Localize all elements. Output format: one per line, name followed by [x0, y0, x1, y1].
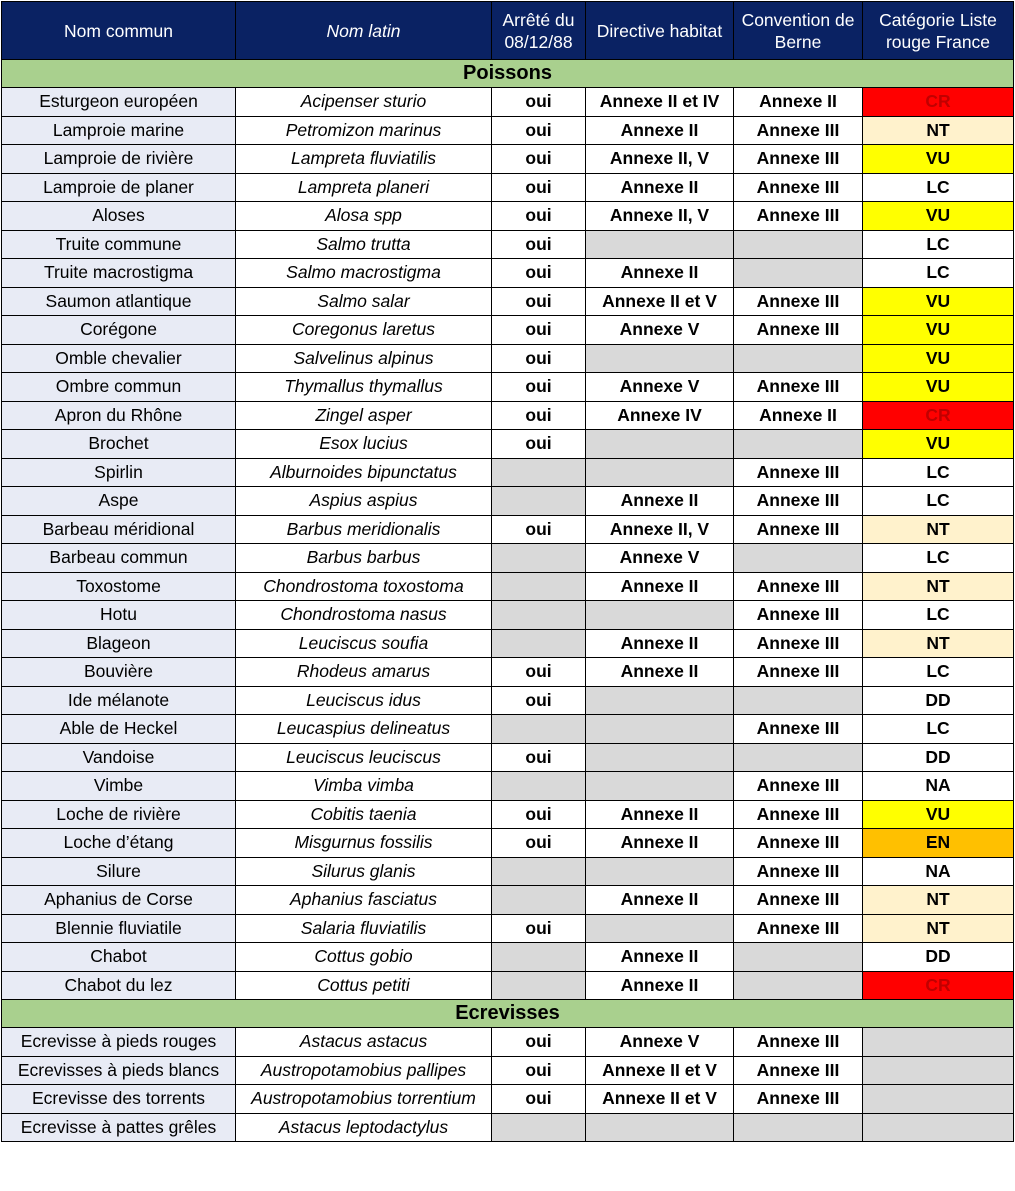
cell-directive-habitat: Annexe V [586, 1028, 734, 1057]
cell-directive-habitat: Annexe V [586, 316, 734, 345]
table-row [2, 1028, 1014, 1057]
cell-directive-habitat [586, 230, 734, 259]
table-row [2, 715, 1014, 744]
cell-liste-rouge: NA [863, 857, 1014, 886]
cell-nom-commun: Barbeau commun [2, 544, 236, 573]
section-row [2, 1000, 1014, 1028]
table-row [2, 316, 1014, 345]
cell-arrete [492, 943, 586, 972]
cell-nom-commun: Ecrevisse à pieds rouges [2, 1028, 236, 1057]
cell-convention-berne: Annexe III [734, 601, 863, 630]
header-liste-rouge: Catégorie Liste rouge France [863, 2, 1014, 60]
header-row [2, 2, 1014, 60]
cell-convention-berne: Annexe III [734, 373, 863, 402]
table-row [2, 287, 1014, 316]
cell-directive-habitat: Annexe II [586, 943, 734, 972]
cell-nom-commun: Able de Heckel [2, 715, 236, 744]
cell-nom-commun: Lamproie marine [2, 116, 236, 145]
cell-liste-rouge: EN [863, 829, 1014, 858]
cell-directive-habitat [586, 857, 734, 886]
table-row [2, 800, 1014, 829]
cell-nom-commun: Corégone [2, 316, 236, 345]
cell-directive-habitat: Annexe II [586, 971, 734, 1000]
cell-arrete [492, 629, 586, 658]
table-row [2, 230, 1014, 259]
cell-liste-rouge: VU [863, 800, 1014, 829]
cell-directive-habitat: Annexe II [586, 173, 734, 202]
cell-nom-latin: Salmo macrostigma [236, 259, 492, 288]
cell-liste-rouge: VU [863, 202, 1014, 231]
cell-nom-latin: Alburnoides bipunctatus [236, 458, 492, 487]
table-row [2, 202, 1014, 231]
cell-nom-latin: Aphanius fasciatus [236, 886, 492, 915]
table-row [2, 145, 1014, 174]
table-row [2, 601, 1014, 630]
cell-nom-commun: Esturgeon européen [2, 88, 236, 117]
cell-nom-commun: Blageon [2, 629, 236, 658]
cell-liste-rouge: LC [863, 487, 1014, 516]
cell-arrete: oui [492, 430, 586, 459]
cell-nom-latin: Alosa spp [236, 202, 492, 231]
cell-nom-latin: Astacus leptodactylus [236, 1113, 492, 1142]
cell-nom-commun: Barbeau méridional [2, 515, 236, 544]
cell-arrete: oui [492, 145, 586, 174]
cell-convention-berne: Annexe III [734, 857, 863, 886]
cell-arrete: oui [492, 287, 586, 316]
cell-directive-habitat [586, 772, 734, 801]
cell-nom-commun: Vandoise [2, 743, 236, 772]
cell-nom-latin: Leuciscus leuciscus [236, 743, 492, 772]
cell-liste-rouge: VU [863, 373, 1014, 402]
table-row [2, 686, 1014, 715]
table-row [2, 487, 1014, 516]
cell-convention-berne [734, 1113, 863, 1142]
cell-liste-rouge: VU [863, 344, 1014, 373]
cell-convention-berne: Annexe III [734, 1028, 863, 1057]
cell-convention-berne: Annexe III [734, 715, 863, 744]
cell-liste-rouge: LC [863, 230, 1014, 259]
cell-liste-rouge: LC [863, 259, 1014, 288]
cell-nom-latin: Leuciscus idus [236, 686, 492, 715]
cell-liste-rouge: NT [863, 886, 1014, 915]
cell-arrete: oui [492, 202, 586, 231]
cell-directive-habitat: Annexe II, V [586, 515, 734, 544]
cell-convention-berne [734, 544, 863, 573]
cell-nom-latin: Barbus barbus [236, 544, 492, 573]
cell-liste-rouge: NT [863, 914, 1014, 943]
cell-directive-habitat [586, 914, 734, 943]
table-row [2, 1113, 1014, 1142]
cell-liste-rouge: NA [863, 772, 1014, 801]
cell-nom-latin: Astacus astacus [236, 1028, 492, 1057]
cell-nom-commun: Aspe [2, 487, 236, 516]
table-row [2, 886, 1014, 915]
table-row [2, 373, 1014, 402]
cell-arrete: oui [492, 1056, 586, 1085]
cell-nom-latin: Misgurnus fossilis [236, 829, 492, 858]
table-row [2, 344, 1014, 373]
cell-nom-commun: Omble chevalier [2, 344, 236, 373]
cell-nom-commun: Truite macrostigma [2, 259, 236, 288]
cell-nom-commun: Apron du Rhône [2, 401, 236, 430]
cell-liste-rouge [863, 1056, 1014, 1085]
table-row [2, 971, 1014, 1000]
table-row [2, 914, 1014, 943]
cell-directive-habitat: Annexe II et V [586, 287, 734, 316]
table-row [2, 772, 1014, 801]
cell-convention-berne: Annexe III [734, 116, 863, 145]
cell-nom-latin: Chondrostoma nasus [236, 601, 492, 630]
cell-arrete [492, 487, 586, 516]
cell-nom-latin: Austropotamobius pallipes [236, 1056, 492, 1085]
cell-directive-habitat [586, 715, 734, 744]
cell-nom-latin: Leucaspius delineatus [236, 715, 492, 744]
cell-nom-latin: Petromizon marinus [236, 116, 492, 145]
cell-directive-habitat: Annexe II [586, 572, 734, 601]
table-row [2, 116, 1014, 145]
cell-arrete: oui [492, 829, 586, 858]
cell-liste-rouge: NT [863, 629, 1014, 658]
cell-arrete: oui [492, 515, 586, 544]
header-nom-latin: Nom latin [236, 2, 492, 60]
cell-liste-rouge: NT [863, 572, 1014, 601]
cell-convention-berne: Annexe III [734, 458, 863, 487]
cell-liste-rouge: VU [863, 430, 1014, 459]
cell-arrete [492, 971, 586, 1000]
cell-arrete: oui [492, 316, 586, 345]
cell-nom-latin: Thymallus thymallus [236, 373, 492, 402]
cell-convention-berne: Annexe III [734, 629, 863, 658]
cell-liste-rouge: CR [863, 88, 1014, 117]
cell-nom-latin: Acipenser sturio [236, 88, 492, 117]
cell-convention-berne [734, 430, 863, 459]
cell-arrete [492, 1113, 586, 1142]
cell-nom-commun: Chabot [2, 943, 236, 972]
cell-nom-commun: Saumon atlantique [2, 287, 236, 316]
cell-arrete: oui [492, 344, 586, 373]
cell-arrete [492, 458, 586, 487]
cell-liste-rouge: NT [863, 116, 1014, 145]
cell-arrete: oui [492, 658, 586, 687]
cell-nom-commun: Ombre commun [2, 373, 236, 402]
header-convention-berne: Convention de Berne [734, 2, 863, 60]
cell-nom-commun: Spirlin [2, 458, 236, 487]
cell-directive-habitat [586, 686, 734, 715]
cell-directive-habitat [586, 601, 734, 630]
section-row [2, 60, 1014, 88]
cell-nom-commun: Hotu [2, 601, 236, 630]
cell-nom-latin: Cottus gobio [236, 943, 492, 972]
table-row [2, 629, 1014, 658]
cell-nom-commun: Loche d’étang [2, 829, 236, 858]
cell-convention-berne: Annexe III [734, 1085, 863, 1114]
cell-nom-latin: Austropotamobius torrentium [236, 1085, 492, 1114]
cell-convention-berne [734, 230, 863, 259]
cell-convention-berne: Annexe III [734, 1056, 863, 1085]
cell-nom-latin: Cobitis taenia [236, 800, 492, 829]
cell-convention-berne: Annexe III [734, 658, 863, 687]
cell-directive-habitat [586, 458, 734, 487]
cell-convention-berne: Annexe III [734, 829, 863, 858]
cell-arrete [492, 572, 586, 601]
species-protection-table [1, 1, 1014, 1142]
table-row [2, 1056, 1014, 1085]
cell-liste-rouge [863, 1028, 1014, 1057]
table-row [2, 401, 1014, 430]
cell-nom-commun: Blennie fluviatile [2, 914, 236, 943]
table-row [2, 430, 1014, 459]
cell-arrete: oui [492, 1028, 586, 1057]
cell-liste-rouge: CR [863, 401, 1014, 430]
table-row [2, 458, 1014, 487]
table-row [2, 259, 1014, 288]
table-row [2, 544, 1014, 573]
cell-nom-commun: Truite commune [2, 230, 236, 259]
cell-nom-commun: Ecrevisse des torrents [2, 1085, 236, 1114]
cell-directive-habitat: Annexe V [586, 373, 734, 402]
cell-nom-latin: Aspius aspius [236, 487, 492, 516]
cell-nom-commun: Silure [2, 857, 236, 886]
table-row [2, 572, 1014, 601]
header-directive-habitat: Directive habitat [586, 2, 734, 60]
cell-convention-berne [734, 686, 863, 715]
table-row [2, 743, 1014, 772]
cell-nom-commun: Bouvière [2, 658, 236, 687]
cell-convention-berne: Annexe III [734, 487, 863, 516]
cell-arrete: oui [492, 1085, 586, 1114]
cell-convention-berne: Annexe III [734, 515, 863, 544]
cell-convention-berne: Annexe III [734, 914, 863, 943]
cell-nom-latin: Salmo trutta [236, 230, 492, 259]
cell-convention-berne: Annexe III [734, 316, 863, 345]
cell-directive-habitat: Annexe II et V [586, 1056, 734, 1085]
cell-directive-habitat: Annexe II [586, 829, 734, 858]
cell-arrete [492, 544, 586, 573]
cell-nom-commun: Aphanius de Corse [2, 886, 236, 915]
cell-nom-commun: Lamproie de planer [2, 173, 236, 202]
cell-arrete: oui [492, 373, 586, 402]
cell-liste-rouge: NT [863, 515, 1014, 544]
cell-nom-commun: Toxostome [2, 572, 236, 601]
cell-liste-rouge: DD [863, 743, 1014, 772]
table-body [2, 60, 1014, 1142]
cell-directive-habitat: Annexe II [586, 886, 734, 915]
cell-nom-latin: Cottus petiti [236, 971, 492, 1000]
header-arrete: Arrêté du 08/12/88 [492, 2, 586, 60]
cell-directive-habitat: Annexe V [586, 544, 734, 573]
cell-nom-commun: Brochet [2, 430, 236, 459]
cell-arrete [492, 857, 586, 886]
cell-arrete [492, 886, 586, 915]
section-title: Ecrevisses [2, 1000, 1014, 1028]
cell-nom-commun: Ecrevisse à pattes grêles [2, 1113, 236, 1142]
cell-convention-berne: Annexe III [734, 886, 863, 915]
cell-directive-habitat: Annexe II [586, 658, 734, 687]
cell-convention-berne [734, 943, 863, 972]
cell-nom-latin: Silurus glanis [236, 857, 492, 886]
cell-nom-commun: Lamproie de rivière [2, 145, 236, 174]
cell-nom-commun: Vimbe [2, 772, 236, 801]
cell-liste-rouge: LC [863, 715, 1014, 744]
cell-convention-berne: Annexe III [734, 772, 863, 801]
cell-liste-rouge: VU [863, 316, 1014, 345]
cell-arrete [492, 772, 586, 801]
cell-directive-habitat [586, 344, 734, 373]
cell-arrete [492, 601, 586, 630]
cell-nom-latin: Salvelinus alpinus [236, 344, 492, 373]
cell-directive-habitat [586, 1113, 734, 1142]
cell-directive-habitat: Annexe II [586, 259, 734, 288]
cell-directive-habitat: Annexe II [586, 487, 734, 516]
cell-nom-latin: Salaria fluviatilis [236, 914, 492, 943]
cell-nom-latin: Zingel asper [236, 401, 492, 430]
cell-liste-rouge: LC [863, 173, 1014, 202]
cell-convention-berne: Annexe III [734, 800, 863, 829]
table-row [2, 829, 1014, 858]
cell-directive-habitat: Annexe II et V [586, 1085, 734, 1114]
cell-directive-habitat: Annexe II, V [586, 202, 734, 231]
cell-liste-rouge: VU [863, 145, 1014, 174]
cell-liste-rouge [863, 1085, 1014, 1114]
cell-nom-latin: Barbus meridionalis [236, 515, 492, 544]
table-row [2, 88, 1014, 117]
cell-liste-rouge: LC [863, 458, 1014, 487]
cell-directive-habitat [586, 430, 734, 459]
section-title: Poissons [2, 60, 1014, 88]
table-row [2, 1085, 1014, 1114]
table-row [2, 857, 1014, 886]
cell-convention-berne: Annexe III [734, 145, 863, 174]
cell-arrete: oui [492, 800, 586, 829]
cell-arrete: oui [492, 686, 586, 715]
cell-liste-rouge [863, 1113, 1014, 1142]
cell-arrete: oui [492, 88, 586, 117]
cell-directive-habitat: Annexe II [586, 800, 734, 829]
cell-liste-rouge: CR [863, 971, 1014, 1000]
cell-arrete: oui [492, 401, 586, 430]
cell-arrete: oui [492, 230, 586, 259]
cell-nom-commun: Loche de rivière [2, 800, 236, 829]
cell-nom-latin: Lampreta planeri [236, 173, 492, 202]
cell-arrete: oui [492, 173, 586, 202]
cell-directive-habitat [586, 743, 734, 772]
cell-nom-commun: Ecrevisses à pieds blancs [2, 1056, 236, 1085]
cell-convention-berne [734, 344, 863, 373]
cell-liste-rouge: DD [863, 686, 1014, 715]
cell-nom-latin: Rhodeus amarus [236, 658, 492, 687]
cell-liste-rouge: DD [863, 943, 1014, 972]
cell-convention-berne [734, 971, 863, 1000]
cell-directive-habitat: Annexe II, V [586, 145, 734, 174]
cell-nom-latin: Esox lucius [236, 430, 492, 459]
cell-directive-habitat: Annexe II [586, 629, 734, 658]
cell-convention-berne [734, 259, 863, 288]
cell-nom-latin: Salmo salar [236, 287, 492, 316]
cell-nom-latin: Vimba vimba [236, 772, 492, 801]
cell-convention-berne: Annexe III [734, 287, 863, 316]
cell-arrete: oui [492, 259, 586, 288]
cell-directive-habitat: Annexe II [586, 116, 734, 145]
cell-convention-berne: Annexe II [734, 401, 863, 430]
cell-convention-berne: Annexe III [734, 572, 863, 601]
header-nom-commun: Nom commun [2, 2, 236, 60]
cell-nom-latin: Coregonus laretus [236, 316, 492, 345]
table-row [2, 943, 1014, 972]
cell-liste-rouge: LC [863, 601, 1014, 630]
cell-convention-berne [734, 743, 863, 772]
cell-nom-latin: Lampreta fluviatilis [236, 145, 492, 174]
cell-arrete [492, 715, 586, 744]
cell-liste-rouge: VU [863, 287, 1014, 316]
cell-convention-berne: Annexe III [734, 173, 863, 202]
table-row [2, 515, 1014, 544]
cell-nom-commun: Aloses [2, 202, 236, 231]
table-row [2, 658, 1014, 687]
cell-nom-latin: Chondrostoma toxostoma [236, 572, 492, 601]
cell-arrete: oui [492, 116, 586, 145]
cell-nom-commun: Ide mélanote [2, 686, 236, 715]
cell-arrete: oui [492, 914, 586, 943]
cell-directive-habitat: Annexe IV [586, 401, 734, 430]
cell-nom-commun: Chabot du lez [2, 971, 236, 1000]
table-row [2, 173, 1014, 202]
cell-directive-habitat: Annexe II et IV [586, 88, 734, 117]
cell-arrete: oui [492, 743, 586, 772]
cell-nom-latin: Leuciscus soufia [236, 629, 492, 658]
cell-liste-rouge: LC [863, 544, 1014, 573]
cell-convention-berne: Annexe II [734, 88, 863, 117]
cell-convention-berne: Annexe III [734, 202, 863, 231]
cell-liste-rouge: LC [863, 658, 1014, 687]
